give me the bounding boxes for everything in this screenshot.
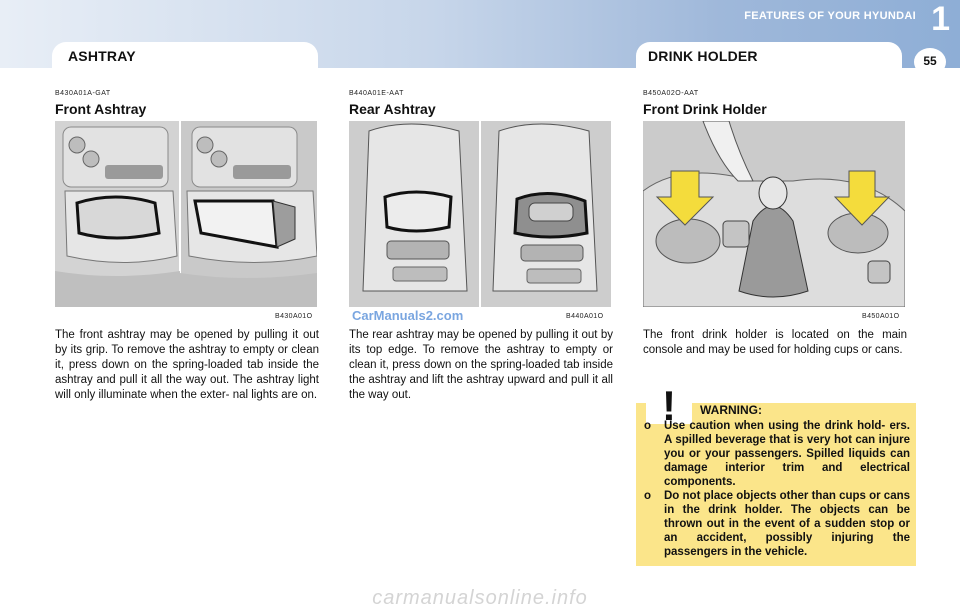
warning-item — [644, 489, 910, 559]
drink-holder-figure — [643, 121, 905, 307]
drink-holder-description: The front drink holder is located on the main console and may be used for holding cups or cans. — [643, 329, 907, 356]
front-ashtray-illustration — [55, 121, 317, 307]
section-code: B440A01E-AAT — [349, 90, 404, 97]
section-code: B450A02O-AAT — [643, 90, 699, 97]
drink-holder-illustration — [643, 121, 905, 307]
section-heading: Rear Ashtray — [349, 101, 436, 117]
warning-title: WARNING: — [700, 403, 762, 417]
figure-code: B450A01O — [862, 313, 900, 320]
section-title-drink-holder: DRINK HOLDER — [648, 48, 758, 64]
warning-item-text: Do not place objects other than cups or cans in the drink holder. The objects can be thrown out in the event of a sudden stop or an accident, possibly injuring the passengers in the vehicle. — [664, 490, 911, 558]
figure-code: B430A01O — [275, 313, 313, 320]
section-heading: Front Drink Holder — [643, 101, 767, 117]
bullet: o — [644, 420, 652, 432]
figure-code: B440A01O — [566, 313, 604, 320]
front-ashtray-description: The front ashtray may be opened by pulling it out by its grip. To remove the ashtray to empty or clean it, press down on the spring-loaded tab inside the ashtray and pull it all the way out. The ashtray light will only illuminate when the exter- nal lights are on. — [55, 329, 319, 401]
chapter-number: 1 — [931, 0, 950, 38]
watermark-text: CarManuals2.com — [352, 308, 464, 323]
rear-ashtray-description: The rear ashtray may be opened by pulling it out by its top edge. To remove the ashtray to empty or clean it, press down on the spring-loaded tab inside the ashtray and lift the ashtray upward and pull it all the way out. — [349, 329, 613, 401]
section-code: B430A01A-GAT — [55, 90, 111, 97]
warning-item-text: Use caution when using the drink hold- ers. A spilled beverage that is very hot can injure you or your passengers. Spilled liquids can damage interior trim and electrical components. — [664, 420, 910, 488]
exclamation-icon — [646, 384, 692, 424]
chapter-title: FEATURES OF YOUR HYUNDAI — [744, 10, 916, 22]
front-ashtray-figure — [55, 121, 317, 307]
page-number: 55 — [923, 54, 937, 68]
warning-item — [644, 419, 910, 489]
footer-watermark: carmanualsonline.info — [372, 587, 588, 609]
section-title-ashtray: ASHTRAY — [68, 48, 136, 64]
section-heading: Front Ashtray — [55, 101, 147, 117]
rear-ashtray-illustration — [349, 121, 611, 307]
rear-ashtray-figure — [349, 121, 611, 307]
bullet: o — [644, 490, 652, 502]
exclamation-glyph: ! — [662, 384, 676, 424]
